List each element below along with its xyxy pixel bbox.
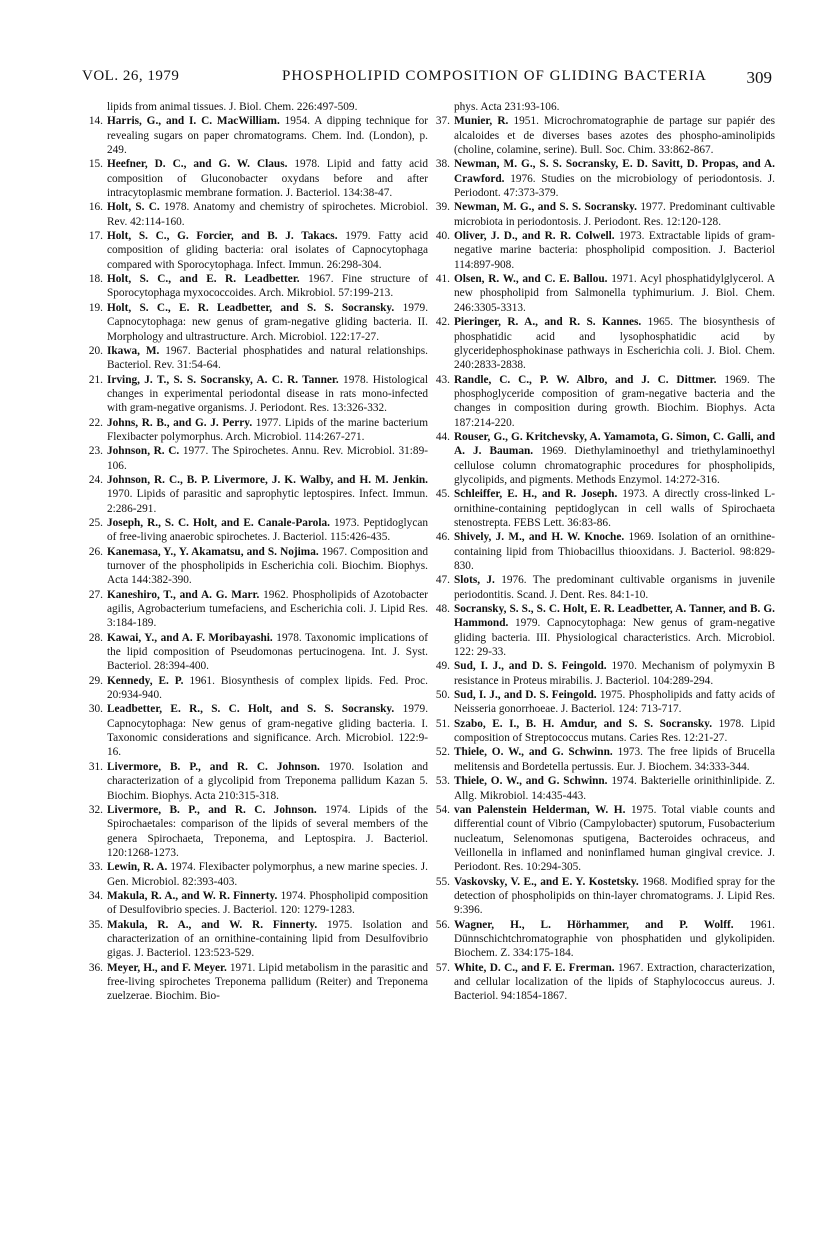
reference-authors: Irving, J. T., S. S. Socransky, A. C. R. Tanner. bbox=[107, 373, 339, 386]
reference-authors: Holt, S. C., E. R. Leadbetter, and S. S. Socransky. bbox=[107, 301, 395, 314]
reference-number: 30. bbox=[88, 703, 103, 716]
reference-entry bbox=[83, 803, 428, 860]
reference-entry bbox=[430, 961, 775, 1004]
reference-entry bbox=[430, 315, 775, 372]
reference-text: 1975. Isolation and characterization of an ornithine-containing lipid from Desulfovibrio gigas. J. Bacteriol. 123:523-529. bbox=[107, 918, 428, 960]
reference-number: 49. bbox=[435, 660, 450, 673]
reference-authors: Shively, J. M., and H. W. Knoche. bbox=[454, 531, 625, 544]
reference-number: 26. bbox=[88, 545, 103, 558]
reference-number: 21. bbox=[88, 373, 103, 386]
reference-authors: Joseph, R., S. C. Holt, and E. Canale-Parola. bbox=[107, 516, 330, 529]
reference-authors: van Palenstein Helderman, W. H. bbox=[454, 803, 626, 816]
reference-entry bbox=[430, 688, 775, 717]
reference-number: 43. bbox=[435, 373, 450, 386]
reference-entry bbox=[83, 416, 428, 445]
reference-entry bbox=[83, 516, 428, 545]
reference-text: 1970. Lipids of parasitic and saprophytic leptospires. Infect. Immun. 2:286-291. bbox=[107, 488, 428, 515]
reference-text: 1970. Isolation and characterization of a glycolipid from Treponema pallidum Kazan 5. Biochim. Biophys. Acta 210:315-318. bbox=[107, 760, 428, 802]
reference-entry bbox=[430, 573, 775, 602]
reference-authors: Wagner, H., L. Hörhammer, and P. Wolff. bbox=[454, 918, 734, 931]
reference-entry bbox=[83, 344, 428, 373]
reference-entry bbox=[83, 889, 428, 918]
reference-number: 42. bbox=[435, 316, 450, 329]
reference-number: 44. bbox=[435, 430, 450, 443]
reference-authors: Randle, C. C., P. W. Albro, and J. C. Dittmer. bbox=[454, 373, 717, 386]
reference-authors: Makula, R. A., and W. R. Finnerty. bbox=[107, 918, 318, 931]
reference-entry bbox=[83, 272, 428, 301]
reference-text: 1973. The free lipids of Brucella melitensis and Bordetella pertussis. Eur. J. Biochem. 34:333-344. bbox=[454, 746, 775, 773]
reference-authors: Thiele, O. W., and G. Schwinn. bbox=[454, 746, 613, 759]
reference-entry bbox=[430, 717, 775, 746]
reference-continuation: lipids from animal tissues. J. Biol. Chem. 226:497-509. bbox=[107, 101, 358, 113]
reference-text: 1975. Total viable counts and differential count of Vibrio (Campylobacter) sputorum, Fusobacterium nucleatum, Selenomonas sputigena, Bacteroides ochraceus, and Veillonella in inflamed and noninflamed human gingival crevice. J. Periodont. Res. 10:294-305. bbox=[454, 803, 775, 874]
reference-authors: Szabo, E. I., B. H. Amdur, and S. S. Socransky. bbox=[454, 717, 713, 730]
reference-entry bbox=[83, 588, 428, 631]
reference-authors: Olsen, R. W., and C. E. Ballou. bbox=[454, 273, 608, 286]
reference-number: 29. bbox=[88, 674, 103, 687]
reference-column-left bbox=[83, 100, 428, 1004]
reference-number: 51. bbox=[435, 717, 450, 730]
reference-entry bbox=[83, 373, 428, 416]
reference-entry bbox=[430, 430, 775, 487]
reference-number: 34. bbox=[88, 889, 103, 902]
reference-entry bbox=[83, 301, 428, 344]
reference-authors: Slots, J. bbox=[454, 574, 495, 587]
reference-text: 1973. Peptidoglycan of free-living anaerobic spirochetes. J. Bacteriol. 115:426-435. bbox=[107, 516, 428, 544]
reference-entry bbox=[430, 602, 775, 659]
reference-text: 1951. Microchromatographie de partage sur papiér des alcaloides et de diverses bases azotes des phospho-aminolipids (choline, colamine, serine). Bull. Soc. Chim. 33:862-867. bbox=[454, 115, 776, 157]
running-head bbox=[82, 68, 772, 90]
reference-text: 1961. Biosynthesis of complex lipids. Fed. Proc. 20:934-940. bbox=[107, 674, 428, 702]
reference-number: 57. bbox=[435, 961, 450, 974]
running-title: PHOSPHOLIPID COMPOSITION OF GLIDING BACTERIA bbox=[282, 68, 707, 84]
reference-number: 40. bbox=[435, 230, 450, 243]
reference-authors: Harris, G., and I. C. MacWilliam. bbox=[107, 115, 280, 128]
reference-authors: Leadbetter, E. R., S. C. Holt, and S. S. Socransky. bbox=[107, 703, 395, 716]
reference-text: 1969. The phosphoglyceride composition of gram-negative bacteria and the changes in composition during growth. Biochim. Biophys. Acta 187:214-220. bbox=[454, 373, 776, 429]
reference-authors: Johns, R. B., and G. J. Perry. bbox=[107, 416, 253, 429]
reference-number: 16. bbox=[88, 201, 103, 214]
reference-entry bbox=[83, 157, 428, 200]
reference-authors: Thiele, O. W., and G. Schwinn. bbox=[454, 775, 608, 788]
reference-entry bbox=[83, 114, 428, 157]
reference-text: 1979. Capnocytophaga: new genus of gram-negative gliding bacteria. II. Morphology and ultrastructure. Arch. Microbiol. 122:17-27. bbox=[107, 301, 429, 343]
reference-column-right bbox=[430, 100, 775, 1004]
reference-entry bbox=[430, 157, 775, 200]
reference-entry bbox=[430, 774, 775, 803]
reference-authors: Sud, I. J., and D. S. Feingold. bbox=[454, 660, 607, 673]
reference-number: 35. bbox=[88, 918, 103, 931]
reference-authors: Johnson, R. C. bbox=[107, 445, 180, 458]
reference-text: 1979. Fatty acid composition of gliding bacteria: oral isolates of Capnocytophaga compared with Sporocytophaga. Infect. Immun. 26:298-304. bbox=[107, 230, 428, 271]
reference-authors: Munier, R. bbox=[454, 115, 509, 128]
reference-text: 1976. Studies on the microbiology of periodontosis. J. Periodont. 47:373-379. bbox=[454, 172, 775, 200]
reference-number: 25. bbox=[88, 516, 103, 529]
reference-text: 1977. Lipids of the marine bacterium Flexibacter polymorphus. Arch. Microbiol. 114:267-271. bbox=[107, 416, 428, 443]
reference-authors: Heefner, D. C., and G. W. Claus. bbox=[107, 158, 288, 171]
reference-authors: Kennedy, E. P. bbox=[107, 674, 184, 687]
reference-number: 41. bbox=[435, 273, 450, 286]
reference-authors: Rouser, G., G. Kritchevsky, A. Yamamota, G. Simon, C. Galli, and A. J. Bauman. bbox=[454, 430, 775, 458]
reference-authors: Lewin, R. A. bbox=[107, 861, 168, 874]
reference-number: 33. bbox=[88, 861, 103, 874]
reference-text: 1978. Histological changes in experimental periodontal disease in rats mono-infected with gram-negative organisms. J. Periodont. Res. 13:326-332. bbox=[107, 373, 429, 415]
reference-authors: Holt, S. C., G. Forcier, and B. J. Takacs. bbox=[107, 230, 338, 243]
reference-number: 55. bbox=[435, 875, 450, 888]
reference-text: 1969. Isolation of an ornithine-containing lipid from Thiobacillus thiooxidans. J. Bacteriol. 98:829-830. bbox=[454, 531, 775, 572]
reference-entry bbox=[83, 674, 428, 703]
reference-text: 1975. Phospholipids and fatty acids of Neisseria gonorrhoeae. J. Bacteriol. 124: 713-717. bbox=[454, 689, 775, 716]
reference-entry bbox=[430, 373, 775, 430]
reference-number: 32. bbox=[88, 803, 103, 816]
reference-entry bbox=[430, 229, 775, 272]
reference-text: 1976. The predominant cultivable organisms in juvenile periodontitis. Scand. J. Dent. Res. 84:1-10. bbox=[454, 574, 775, 601]
reference-number: 47. bbox=[435, 574, 450, 587]
reference-number: 56. bbox=[435, 918, 450, 931]
reference-number: 17. bbox=[88, 230, 103, 243]
reference-authors: Vaskovsky, V. E., and E. Y. Kostetsky. bbox=[454, 875, 639, 888]
reference-entry bbox=[430, 918, 775, 961]
reference-number: 28. bbox=[88, 631, 103, 644]
reference-text: 1978. Lipid and fatty acid composition of Gluconobacter oxydans before and after intracytoplasmic membrane formation. J. Bacteriol. 134:38-47. bbox=[107, 158, 428, 200]
reference-text: 1965. The biosynthesis of phosphatidic acid and lysophosphatidic acid by glyceridephosphokinase pathways in Escherichia coli. J. Biol. Chem. 240:2833-2838. bbox=[454, 316, 776, 372]
page-number: 309 bbox=[746, 68, 772, 87]
reference-text: 1978. Lipid composition of Streptococcus mutans. Caries Res. 12:21-27. bbox=[454, 717, 776, 745]
reference-text: 1967. Bacterial phosphatides and natural relationships. Bacteriol. Rev. 31:54-64. bbox=[107, 344, 429, 372]
reference-entry bbox=[83, 200, 428, 229]
reference-authors: Kanemasa, Y., Y. Akamatsu, and S. Nojima. bbox=[107, 545, 319, 558]
reference-text: 1970. Mechanism of polymyxin B resistance in Proteus mirabilis. J. Bacteriol. 104:289-294. bbox=[454, 660, 775, 687]
reference-text: 1974. Bakterielle orinithinlipide. Z. Allg. Mikrobiol. 14:435-443. bbox=[454, 775, 776, 802]
reference-entry bbox=[83, 702, 428, 759]
reference-text: 1968. Modified spray for the detection of phospholipids on thin-layer chromatograms. J. Lipid Res. 9:396. bbox=[454, 875, 775, 917]
reference-text: 1967. Composition and turnover of the phospholipids in Escherichia coli. Biochim. Biophys. Acta 144:382-390. bbox=[107, 545, 428, 587]
reference-authors: Socransky, S. S., S. C. Holt, E. R. Leadbetter, A. Tanner, and B. G. Hammond. bbox=[454, 603, 775, 630]
reference-text: 1962. Phospholipids of Azotobacter agilis, Agrobacterium tumefaciens, and Escherichia coli. J. Lipid Res. 3:184-189. bbox=[107, 588, 428, 630]
reference-number: 20. bbox=[88, 344, 103, 357]
reference-number: 18. bbox=[88, 273, 103, 286]
reference-entry bbox=[83, 860, 428, 889]
reference-entry bbox=[83, 473, 428, 516]
reference-number: 37. bbox=[435, 115, 450, 128]
reference-text: 1978. Taxonomic implications of the lipid composition of Pseudomonas pertucinogena. Int. J. Syst. Bacteriol. 28:394-400. bbox=[107, 631, 428, 673]
reference-number: 36. bbox=[88, 961, 103, 974]
reference-entry bbox=[430, 745, 775, 774]
reference-authors: Makula, R. A., and W. R. Finnerty. bbox=[107, 889, 278, 902]
reference-entry bbox=[83, 631, 428, 674]
reference-authors: Pieringer, R. A., and R. S. Kannes. bbox=[454, 316, 642, 329]
reference-authors: Meyer, H., and F. Meyer. bbox=[107, 961, 227, 974]
reference-entry bbox=[430, 487, 775, 530]
reference-authors: Johnson, R. C., B. P. Livermore, J. K. Walby, and H. M. Jenkin. bbox=[107, 473, 428, 486]
reference-number: 46. bbox=[435, 531, 450, 544]
reference-authors: Holt, S. C. bbox=[107, 201, 160, 214]
reference-number: 27. bbox=[88, 588, 103, 601]
reference-entry bbox=[430, 875, 775, 918]
reference-text: 1973. Extractable lipids of gram-negative marine bacteria: phospholipid composition. J. Bacteriol 114:897-908. bbox=[454, 230, 776, 271]
reference-text: 1979. Capnocytophaga: New genus of gram-negative gliding bacteria. III. Physiological characteristics. Arch. Microbiol. 122: 29-33. bbox=[454, 617, 775, 659]
reference-entry bbox=[83, 961, 428, 1004]
reference-text: 1977. The Spirochetes. Annu. Rev. Microbiol. 31:89-106. bbox=[107, 445, 428, 472]
reference-text: 1961. Dünnschichtchromatographie von phosphatiden und glykolipiden. Biochem. Z. 334:175-184. bbox=[454, 918, 775, 960]
reference-authors: Kaneshiro, T., and A. G. Marr. bbox=[107, 588, 260, 601]
reference-number: 54. bbox=[435, 803, 450, 816]
reference-number: 52. bbox=[435, 746, 450, 759]
reference-number: 50. bbox=[435, 689, 450, 702]
reference-entry bbox=[430, 659, 775, 688]
reference-text: 1974. Flexibacter polymorphus, a new marine species. J. Gen. Microbiol. 82:393-403. bbox=[107, 861, 428, 888]
reference-number: 39. bbox=[435, 201, 450, 214]
reference-entry bbox=[430, 272, 775, 315]
reference-authors: Livermore, B. P., and R. C. Johnson. bbox=[107, 760, 320, 773]
reference-text: 1971. Lipid metabolism in the parasitic and free-living spirochetes Treponema pallidum (Reiter) and Treponema zuelzerae. Biochim. Bio- bbox=[107, 961, 429, 1003]
reference-number: 45. bbox=[435, 488, 450, 501]
reference-entry bbox=[83, 229, 428, 272]
reference-number: 24. bbox=[88, 473, 103, 486]
reference-entry bbox=[430, 803, 775, 875]
reference-authors: Newman, M. G., and S. S. Socransky. bbox=[454, 201, 637, 214]
reference-number: 19. bbox=[88, 301, 103, 314]
reference-number: 53. bbox=[435, 775, 450, 788]
reference-text: 1973. A directly cross-linked L-ornithine-containing peptidoglycan in cell walls of Spirochaeta stenostrepta. FEBS Lett. 36:83-86. bbox=[454, 488, 775, 529]
reference-text: 1969. Diethylaminoethyl and triethylaminoethyl cellulose column chromatographic procedures for phospholipids, glycolipids, and pigments. Methods Enzymol. 14:272-316. bbox=[454, 445, 775, 486]
reference-text: 1978. Anatomy and chemistry of spirochetes. Microbiol. Rev. 42:114-160. bbox=[107, 201, 429, 228]
reference-authors: Kawai, Y., and A. F. Moribayashi. bbox=[107, 631, 273, 644]
reference-authors: Sud, I. J., and D. S. Feingold. bbox=[454, 689, 597, 702]
reference-entry bbox=[83, 918, 428, 961]
reference-text: 1974. Phospholipid composition of Desulfovibrio species. J. Bacteriol. 120: 1279-1283. bbox=[107, 889, 429, 917]
reference-text: 1974. Lipids of the Spirochaetales: comparison of the lipids of several members of the genera Spirochaeta, Treponema, and Leptospira. J. Bacteriol. 120:1268-1273. bbox=[107, 803, 428, 859]
reference-number: 15. bbox=[88, 158, 103, 171]
reference-number: 14. bbox=[88, 115, 103, 128]
reference-authors: Oliver, J. D., and R. R. Colwell. bbox=[454, 230, 615, 243]
volume-label: VOL. 26, 1979 bbox=[82, 68, 180, 84]
reference-text: 1967. Extraction, characterization, and cellular localization of the lipids of Staphylococcus aureus. J. Bacteriol. 94:1854-1867. bbox=[454, 961, 775, 1003]
reference-authors: Ikawa, M. bbox=[107, 344, 160, 357]
reference-authors: White, D. C., and F. E. Frerman. bbox=[454, 961, 615, 974]
reference-authors: Holt, S. C., and E. R. Leadbetter. bbox=[107, 273, 300, 286]
reference-authors: Schleiffer, E. H., and R. Joseph. bbox=[454, 488, 618, 501]
reference-entry bbox=[83, 444, 428, 473]
reference-entry bbox=[430, 200, 775, 229]
reference-entry bbox=[83, 760, 428, 803]
reference-number: 31. bbox=[88, 760, 103, 773]
reference-entry bbox=[430, 530, 775, 573]
reference-number: 38. bbox=[435, 158, 450, 171]
reference-entry bbox=[83, 545, 428, 588]
reference-text: 1971. Acyl phosphatidylglycerol. A new phospholipid from Salmonella typhimurium. J. Biol. Chem. 246:3305-3313. bbox=[454, 273, 775, 314]
reference-text: 1967. Fine structure of Sporocytophaga myxococcoides. Arch. Mikrobiol. 57:199-213. bbox=[107, 273, 428, 300]
reference-authors: Livermore, B. P., and R. C. Johnson. bbox=[107, 803, 317, 816]
reference-continuation: phys. Acta 231:93-106. bbox=[454, 101, 560, 113]
reference-number: 22. bbox=[88, 416, 103, 429]
reference-number: 48. bbox=[435, 603, 450, 616]
reference-text: 1977. Predominant cultivable microbiota in periodontosis. J. Periodont. Res. 12:120-128. bbox=[454, 201, 775, 228]
reference-entry bbox=[430, 114, 775, 157]
reference-text: 1954. A dipping technique for revealing sugars on paper chromatograms. Chem. Ind. (London), p. 249. bbox=[107, 115, 429, 157]
reference-authors: Newman, M. G., S. S. Socransky, E. D. Savitt, D. Propas, and A. Crawford. bbox=[454, 158, 775, 185]
reference-number: 23. bbox=[88, 445, 103, 458]
reference-text: 1979. Capnocytophaga: New genus of gram-negative gliding bacteria. I. Taxonomic considerations and significance. Arch. Microbiol. 122:9-16. bbox=[107, 703, 429, 759]
